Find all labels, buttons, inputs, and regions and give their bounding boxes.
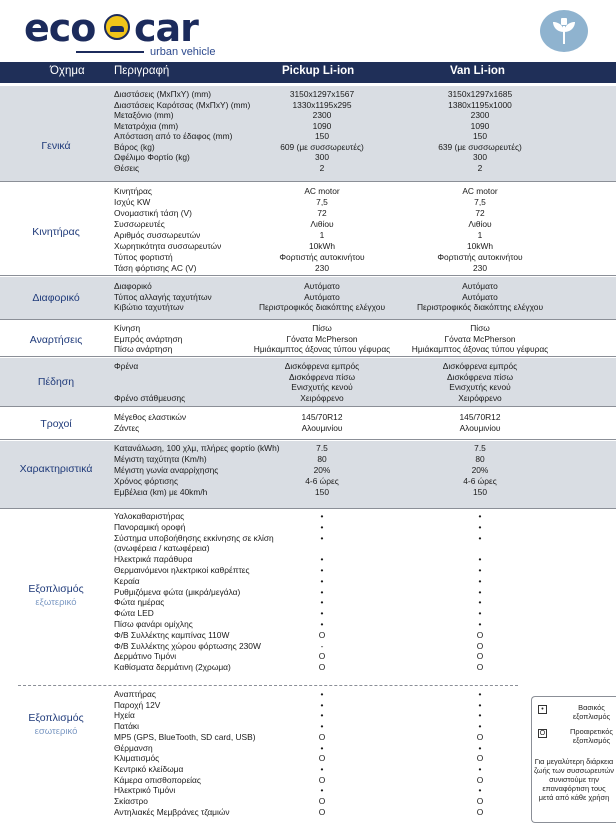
- spec-pickup-value: •: [320, 710, 324, 721]
- spec-row: [0, 152, 616, 162]
- spec-row: [0, 454, 616, 464]
- spec-van-value: Περιστροφικός διακόπτης ελέγχου: [416, 302, 544, 312]
- spec-pickup-value: 2: [319, 162, 325, 173]
- spec-van-value: •: [478, 763, 482, 774]
- spec-row: [0, 511, 616, 521]
- section-title: Κινητήρας: [32, 226, 80, 238]
- basic-bullet-icon: •: [538, 705, 547, 714]
- spec-description: Αριθμός συσσωρευτών: [114, 230, 201, 240]
- spec-pickup-value: O: [318, 753, 326, 764]
- spec-row: [0, 423, 616, 433]
- spec-pickup-value: 4-6 ώρες: [305, 476, 339, 486]
- section-title: Γενικά: [41, 140, 71, 152]
- spec-description: Αντηλιακές Μεμβράνες τζαμιών: [114, 806, 230, 817]
- section-title: Διαφορικό: [32, 292, 80, 304]
- spec-pickup-value: O: [318, 662, 326, 673]
- spec-description: Μεταξόνιο (mm): [114, 110, 174, 120]
- spec-row: [0, 608, 616, 618]
- section-equipment-interior: [0, 687, 616, 823]
- spec-van-value: •: [478, 721, 482, 732]
- spec-van-value: Αυτόματο: [462, 291, 498, 302]
- dashed-separator: [18, 685, 518, 686]
- spec-description: Απόσταση από το έδαφος (mm): [114, 131, 233, 141]
- spec-pickup-value: 145/70R12: [301, 412, 343, 422]
- spec-van-value: 3150x1297x1685: [447, 89, 513, 99]
- spec-pickup-value: 300: [315, 152, 329, 162]
- spec-pickup-value: Χειρόφρενο: [300, 392, 344, 403]
- spec-van-value: 230: [473, 263, 487, 273]
- spec-pickup-value: O: [318, 796, 326, 806]
- spec-row: [0, 807, 616, 817]
- spec-van-value: Λιθίου: [468, 219, 492, 229]
- spec-pickup-value: 1330x1195x295: [292, 99, 352, 110]
- spec-row: [0, 597, 616, 607]
- spec-description: Πίσω ανάρτηση: [114, 344, 173, 354]
- car-badge-icon: [104, 14, 130, 40]
- spec-van-value: •: [478, 586, 482, 597]
- spec-description: Κιβώτιο ταχυτήτων: [114, 302, 184, 312]
- spec-pickup-value: •: [320, 554, 324, 565]
- spec-description: Φ/Β Συλλέκτης χώρου φόρτωσης 230W: [114, 640, 261, 651]
- spec-row: [0, 443, 616, 453]
- spec-pickup-value: •: [320, 608, 324, 619]
- spec-pickup-value: 2300: [312, 110, 332, 120]
- spec-van-value: O: [476, 796, 484, 806]
- spec-description: Πίσω φανάρι ομίχλης: [114, 619, 193, 629]
- spec-description: Κατανάλωση, 100 χλμ, πλήρες φορτίο (kWh): [114, 443, 280, 453]
- spec-van-value: 145/70R12: [459, 412, 501, 422]
- spec-pickup-value: Αλουμινίου: [301, 423, 343, 433]
- spec-row: [0, 641, 616, 651]
- spec-description: Τάση φόρτισης AC (V): [114, 263, 197, 273]
- spec-pickup-value: •: [320, 699, 324, 710]
- spec-van-value: 1090: [470, 120, 490, 131]
- spec-description: Εμπρός ανάρτηση: [114, 333, 183, 344]
- spec-van-value: Δισκόφρενα εμπρός: [442, 361, 518, 371]
- spec-row: [0, 565, 616, 575]
- spec-pickup-value: Πίσω: [312, 323, 332, 333]
- battery-note: Για μεγαλύτερη διάρκεια ζωής των συσσωρευτών συνιστούμε την επαναφόρτιση τους μετά από κάθε χρήση: [534, 757, 614, 802]
- spec-description: Δερμάτινο Τιμόνι: [114, 651, 177, 662]
- spec-description: Κινητήρας: [114, 186, 152, 196]
- legend-optional-label: Προαιρετικός εξοπλισμός: [570, 727, 613, 745]
- spec-description: Ρυθμιζόμενα φώτα (μικρά/μεγάλα): [114, 586, 241, 597]
- spec-van-value: O: [476, 629, 484, 640]
- spec-row: [0, 281, 616, 291]
- section-characteristics: [0, 441, 616, 509]
- spec-description: Αναπτήρας: [114, 689, 156, 699]
- spec-row: [0, 110, 616, 120]
- spec-row: [0, 334, 616, 344]
- header-pickup: Pickup Li-ion: [282, 65, 355, 77]
- spec-van-value: AC motor: [462, 186, 498, 196]
- spec-van-value: O: [476, 731, 484, 742]
- spec-pickup-value: •: [320, 763, 324, 774]
- spec-van-value: 639 (με συσσωρευτές): [438, 141, 522, 152]
- spec-van-value: O: [476, 806, 484, 817]
- spec-row: [0, 121, 616, 131]
- section-brakes: [0, 358, 616, 407]
- header-vehicle: Όχημα: [50, 65, 85, 77]
- spec-description: Φώτα ημέρας: [114, 597, 165, 608]
- spec-pickup-value: O: [318, 651, 326, 662]
- spec-van-value: 4-6 ώρες: [463, 476, 497, 486]
- spec-pickup-value: 80: [317, 454, 327, 464]
- spec-pickup-value: Δισκόφρενα πίσω: [289, 371, 355, 382]
- spec-description: Μετατρόχια (mm): [114, 120, 179, 131]
- spec-row: [0, 230, 616, 240]
- spec-row: [0, 785, 616, 795]
- spec-van-value: 1: [477, 230, 483, 240]
- spec-row: [0, 197, 616, 207]
- legend-basic-label: Βασικός εξοπλισμός: [572, 703, 611, 721]
- spec-van-value: Αλουμινίου: [459, 423, 501, 433]
- spec-van-value: Πίσω: [470, 323, 490, 333]
- spec-pickup-value: 72: [317, 208, 327, 218]
- spec-description: Ηχεία: [114, 710, 135, 721]
- spec-description: Χωρητικότητα συσσωρευτών: [114, 241, 222, 251]
- spec-pickup-value: Περιστροφικός διακόπτης ελέγχου: [258, 302, 386, 312]
- spec-row: [0, 361, 616, 371]
- spec-pickup-value: Αυτόματο: [304, 291, 340, 302]
- spec-pickup-value: Γόνατα McPherson: [286, 333, 358, 344]
- spec-van-value: 2: [477, 162, 483, 173]
- spec-pickup-value: •: [320, 511, 324, 521]
- spec-pickup-value: 7,5: [316, 197, 328, 207]
- spec-pickup-value: •: [320, 619, 324, 629]
- spec-row: [0, 732, 616, 742]
- spec-pickup-value: 150: [315, 131, 329, 141]
- spec-pickup-value: 150: [315, 487, 329, 497]
- section-equipment-exterior: [0, 510, 616, 686]
- spec-row: [0, 576, 616, 586]
- spec-description: Θέσεις: [114, 162, 140, 173]
- spec-van-value: •: [478, 511, 482, 521]
- brand-logo: [24, 8, 234, 56]
- spec-row: [0, 241, 616, 251]
- spec-description: Υαλοκαθαριστήρας: [114, 511, 185, 521]
- spec-description: Βάρος (kg): [114, 141, 155, 152]
- spec-description: Καθίσματα δερμάτινη (2χρωμα): [114, 662, 231, 673]
- spec-pickup-value: Λιθίου: [310, 219, 334, 229]
- spec-pickup-value: O: [318, 629, 326, 640]
- spec-pickup-value: 3150x1297x1567: [289, 89, 355, 99]
- optional-circle-icon: O: [539, 730, 546, 737]
- spec-description: Φώτα LED: [114, 608, 154, 619]
- spec-row: [0, 263, 616, 273]
- section-wheels: [0, 408, 616, 440]
- spec-row: [0, 554, 616, 564]
- spec-description: Ηλεκτρικά παράθυρα: [114, 554, 193, 565]
- spec-row: [0, 533, 616, 543]
- spec-pickup-value: •: [320, 532, 324, 543]
- spec-row: [0, 775, 616, 785]
- spec-pickup-value: Φορτιστής αυτοκινήτου: [279, 252, 365, 262]
- section-differential: [0, 277, 616, 320]
- spec-description: Πατάκι: [114, 721, 139, 732]
- spec-description: (ανωφέρεια / κατωφέρεια): [114, 543, 210, 554]
- spec-van-value: Αυτόματο: [462, 281, 498, 291]
- spec-description: Κεραία: [114, 575, 140, 586]
- spec-description: Ηλεκτρικό Τιμόνι: [114, 785, 176, 796]
- spec-description: Μέγιστη γωνία αναρρίχησης: [114, 465, 219, 475]
- spec-row: [0, 619, 616, 629]
- spec-van-value: 7.5: [474, 443, 486, 453]
- spec-description: Ονομαστική τάση (V): [114, 208, 192, 218]
- spec-pickup-value: •: [320, 586, 324, 597]
- spec-pickup-value: Δισκόφρενα εμπρός: [284, 361, 360, 371]
- spec-description: Θέρμανση: [114, 742, 153, 753]
- spec-pickup-value: 7.5: [316, 443, 328, 453]
- spec-pickup-value: 609 (με συσσωρευτές): [280, 141, 364, 152]
- spec-row: [0, 796, 616, 806]
- spec-van-value: 150: [473, 131, 487, 141]
- section-title: Αναρτήσεις: [29, 334, 83, 346]
- spec-van-value: 300: [473, 152, 487, 162]
- spec-row: [0, 651, 616, 661]
- spec-pickup-value: •: [320, 565, 324, 575]
- spec-pickup-value: 230: [315, 263, 329, 273]
- spec-row: [0, 721, 616, 731]
- logo-word-car: car: [134, 6, 198, 50]
- spec-pickup-value: •: [320, 597, 324, 608]
- spec-van-value: •: [478, 619, 482, 629]
- table-header: [0, 62, 616, 83]
- spec-description: Διαστάσεις Καρότσας (ΜxΠxΥ) (mm): [114, 99, 251, 110]
- spec-van-value: •: [478, 521, 482, 532]
- spec-row: [0, 753, 616, 763]
- spec-van-value: •: [478, 785, 482, 796]
- spec-pickup-value: •: [320, 721, 324, 732]
- spec-description: Ωφέλιμο Φορτίο (kg): [114, 152, 190, 162]
- logo-underline: [76, 51, 144, 53]
- spec-van-value: 72: [475, 208, 485, 218]
- spec-row: [0, 412, 616, 422]
- spec-van-value: O: [476, 662, 484, 673]
- spec-row: [0, 743, 616, 753]
- header-description: Περιγραφή: [114, 65, 170, 77]
- spec-row: [0, 163, 616, 173]
- spec-van-value: •: [478, 597, 482, 608]
- spec-row: [0, 710, 616, 720]
- spec-row: [0, 393, 616, 403]
- spec-row: [0, 323, 616, 333]
- spec-pickup-value: Ημιάκαμπτος άξονας τύπου γέφυρας: [253, 344, 391, 354]
- spec-van-value: O: [476, 753, 484, 764]
- spec-description: Τύπος φορτιστή: [114, 252, 173, 262]
- logo-subtitle: urban vehicle: [150, 46, 216, 58]
- spec-row: [0, 302, 616, 312]
- spec-pickup-value: AC motor: [304, 186, 340, 196]
- spec-pickup-value: •: [320, 689, 324, 699]
- spec-description: MP5 (GPS, BlueTooth, SD card, USB): [114, 731, 256, 742]
- spec-description: Κεντρικό κλείδωμα: [114, 763, 184, 774]
- spec-description: Φρένα: [114, 361, 139, 371]
- spec-van-value: •: [478, 554, 482, 565]
- spec-row: [0, 372, 616, 382]
- spec-row: [0, 89, 616, 99]
- spec-van-value: •: [478, 742, 482, 753]
- spec-row: [0, 186, 616, 196]
- spec-pickup-value: O: [318, 774, 326, 785]
- spec-van-value: •: [478, 710, 482, 721]
- spec-pickup-value: 1090: [312, 120, 332, 131]
- spec-van-value: Χειρόφρενο: [458, 392, 502, 403]
- spec-van-value: 1380x1195x1000: [448, 99, 512, 110]
- section-general: [0, 86, 616, 182]
- spec-pickup-value: •: [320, 742, 324, 753]
- spec-pickup-value: •: [320, 575, 324, 586]
- spec-pickup-value: O: [318, 731, 326, 742]
- spec-pickup-value: •: [320, 521, 324, 532]
- spec-description: Θερμαινόμενοι ηλεκτρικοί καθρέπτες: [114, 565, 250, 575]
- spec-van-value: 150: [473, 487, 487, 497]
- spec-description: Φρένο στάθμευσης: [114, 392, 186, 403]
- spec-description: Εμβέλεια (km) με 40km/h: [114, 487, 208, 497]
- spec-description: Χρόνος φόρτισης: [114, 476, 178, 486]
- spec-row: [0, 487, 616, 497]
- spec-van-value: 10kWh: [466, 241, 494, 251]
- spec-van-value: •: [478, 608, 482, 619]
- spec-van-value: O: [476, 774, 484, 785]
- spec-van-value: Φορτιστής αυτοκινήτου: [437, 252, 523, 262]
- spec-row: [0, 543, 616, 553]
- spec-van-value: Γόνατα McPherson: [444, 333, 516, 344]
- spec-van-value: •: [478, 575, 482, 586]
- spec-description: Ισχύς KW: [114, 197, 151, 207]
- spec-pickup-value: O: [318, 806, 326, 817]
- spec-van-value: 2300: [470, 110, 490, 120]
- spec-row: [0, 208, 616, 218]
- spec-row: [0, 142, 616, 152]
- spec-pickup-value: -: [320, 640, 324, 651]
- spec-description: Κίνηση: [114, 323, 141, 333]
- spec-row: [0, 476, 616, 486]
- spec-description: Κλιματισμός: [114, 753, 160, 764]
- spec-description: Διαστάσεις (ΜxΠxΥ) (mm): [114, 89, 212, 99]
- spec-description: Ζάντες: [114, 423, 140, 433]
- section-subtitle: εσωτερικό: [34, 726, 78, 737]
- spec-row: [0, 522, 616, 532]
- spec-van-value: 20%: [471, 465, 489, 475]
- section-suspension: [0, 321, 616, 357]
- spec-row: [0, 292, 616, 302]
- section-title: Πέδηση: [37, 376, 75, 388]
- spec-pickup-value: 10kWh: [308, 241, 336, 251]
- section-engine: [0, 183, 616, 276]
- spec-pickup-value: 20%: [313, 465, 331, 475]
- spec-row: [0, 689, 616, 699]
- spec-van-value: •: [478, 532, 482, 543]
- spec-row: [0, 700, 616, 710]
- spec-van-value: Ενισχυτής κενού: [449, 382, 511, 392]
- spec-row: [0, 587, 616, 597]
- spec-row: [0, 382, 616, 392]
- spec-description: Μέγιστη ταχύτητα (Km/h): [114, 454, 207, 464]
- section-title: Χαρακτηριστικά: [19, 463, 93, 475]
- spec-row: [0, 252, 616, 262]
- spec-van-value: Ημιάκαμπτος άξονας τύπου γέφυρας: [411, 344, 549, 354]
- legend-box: [531, 696, 616, 823]
- spec-van-value: •: [478, 699, 482, 710]
- spec-description: Μέγεθος ελαστικών: [114, 412, 187, 422]
- spec-row: [0, 131, 616, 141]
- spec-row: [0, 465, 616, 475]
- spec-description: Διαφορικό: [114, 281, 152, 291]
- spec-row: [0, 764, 616, 774]
- section-title: Τροχοί: [40, 418, 72, 430]
- header-van: Van Li-ion: [450, 65, 505, 77]
- spec-description: Φ/Β Συλλέκτης καμπίνας 110W: [114, 629, 230, 640]
- spec-van-value: 7,5: [474, 197, 486, 207]
- spec-description: Κάμερα οπισθοπορείας: [114, 774, 201, 785]
- spec-description: Παροχή 12V: [114, 699, 161, 710]
- spec-van-value: •: [478, 565, 482, 575]
- spec-row: [0, 219, 616, 229]
- section-title: Εξοπλισμός: [28, 583, 84, 595]
- spec-row: [0, 662, 616, 672]
- spec-van-value: 80: [475, 454, 485, 464]
- plant-in-circle-icon: [540, 10, 588, 52]
- spec-description: Σύστημα υποβοήθησης εκκίνησης σε κλίση: [114, 532, 274, 543]
- spec-pickup-value: •: [320, 785, 324, 796]
- spec-row: [0, 344, 616, 354]
- spec-pickup-value: Αυτόματο: [304, 281, 340, 291]
- spec-description: Τύπος αλλαγής ταχυτήτων: [114, 291, 212, 302]
- spec-pickup-value: Ενισχυτής κενού: [291, 382, 353, 392]
- spec-van-value: O: [476, 640, 484, 651]
- section-title: Εξοπλισμός: [28, 712, 84, 724]
- spec-van-value: •: [478, 689, 482, 699]
- logo-word-eco: eco: [24, 6, 96, 50]
- spec-description: Σκίαστρο: [114, 796, 148, 806]
- spec-row: [0, 630, 616, 640]
- spec-van-value: Δισκόφρενα πίσω: [447, 371, 513, 382]
- spec-description: Συσσωρευτές: [114, 219, 165, 229]
- spec-pickup-value: 1: [319, 230, 325, 240]
- spec-row: [0, 100, 616, 110]
- spec-van-value: O: [476, 651, 484, 662]
- spec-description: Πανοραμική οροφή: [114, 521, 186, 532]
- section-subtitle: εξωτερικό: [35, 597, 77, 608]
